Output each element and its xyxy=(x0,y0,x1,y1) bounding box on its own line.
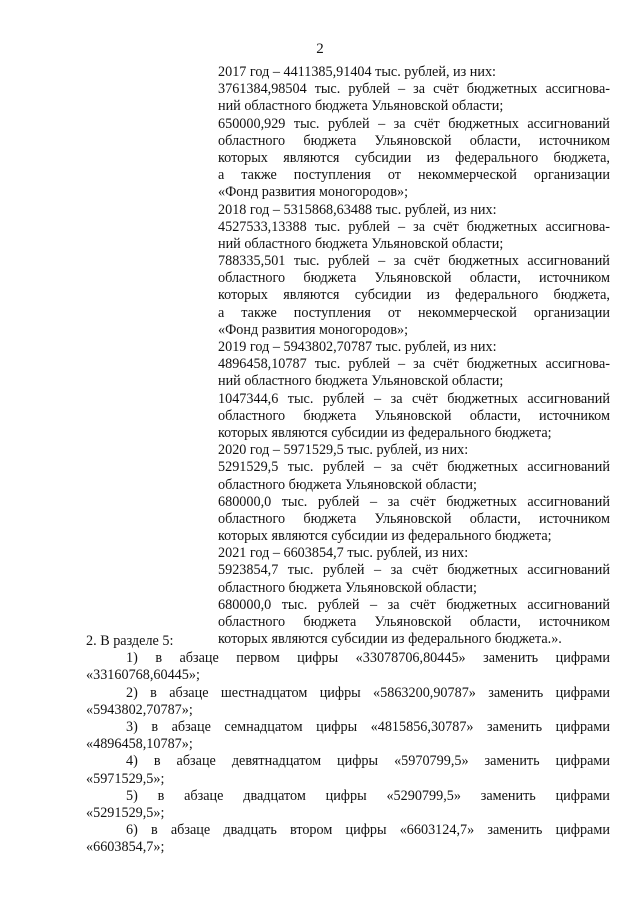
amendment-item: 4) в абзаце девятнадцатом цифры «5970799,5» заменить цифрами xyxy=(126,753,610,770)
funding-line: ний областного бюджета Ульяновской области; xyxy=(218,98,504,115)
funding-line: 4896458,10787 тыс. рублей – за счёт бюджетных ассигнова- xyxy=(218,356,610,373)
amendment-replacement: «6603854,7»; xyxy=(86,839,165,856)
amendment-replacement: «4896458,10787»; xyxy=(86,736,193,753)
funding-line: 650000,929 тыс. рублей – за счёт бюджетных ассигнований xyxy=(218,115,610,132)
funding-line: областного бюджета Ульяновской области, источником xyxy=(218,407,610,424)
funding-year-line: 2021 год – 6603854,7 тыс. рублей, из них: xyxy=(218,545,469,562)
funding-line: областного бюджета Ульяновской области; xyxy=(218,476,477,493)
amendment-replacement: «33160768,60445»; xyxy=(86,667,200,684)
amendment-item: 2) в абзаце шестнадцатом цифры «5863200,90787» заменить цифрами xyxy=(126,684,610,701)
funding-line: 5923854,7 тыс. рублей – за счёт бюджетных ассигнований xyxy=(218,562,610,579)
funding-line: областного бюджета Ульяновской области, источником xyxy=(218,270,610,287)
funding-line: областного бюджета Ульяновской области, источником xyxy=(218,132,610,149)
funding-year-line: 2019 год – 5943802,70787 тыс. рублей, из них: xyxy=(218,339,497,355)
amendment-replacement: «5943802,70787»; xyxy=(86,701,193,718)
funding-line: ний областного бюджета Ульяновской области; xyxy=(218,373,504,390)
amendment-item: 1) в абзаце первом цифры «33078706,80445» заменить цифрами xyxy=(126,650,610,667)
funding-line: 4527533,13388 тыс. рублей – за счёт бюджетных ассигнова- xyxy=(218,218,610,235)
funding-line: «Фонд развития моногородов»; xyxy=(218,184,409,201)
funding-line: а также поступления от некоммерческой организации xyxy=(218,304,610,321)
funding-line: 680000,0 тыс. рублей – за счёт бюджетных ассигнований xyxy=(218,493,610,510)
funding-line: областного бюджета Ульяновской области, источником xyxy=(218,614,610,630)
funding-year-line: 2017 год – 4411385,91404 тыс. рублей, из них: xyxy=(218,64,496,80)
funding-line: 788335,501 тыс. рублей – за счёт бюджетных ассигнований xyxy=(218,253,610,270)
funding-line: 1047344,6 тыс. рублей – за счёт бюджетных ассигнований xyxy=(218,390,610,407)
funding-line: 5291529,5 тыс. рублей – за счёт бюджетных ассигнований xyxy=(218,459,610,476)
funding-line: «Фонд развития моногородов»; xyxy=(218,321,409,338)
funding-line: которых являются субсидии из федерального бюджета; xyxy=(218,528,552,545)
funding-line: которых являются субсидии из федерального бюджета, xyxy=(218,149,610,166)
funding-line: которых являются субсидии из федерального бюджета, xyxy=(218,287,610,304)
funding-line: областного бюджета Ульяновской области; xyxy=(218,579,477,596)
amendments-section xyxy=(86,633,610,856)
funding-line: ний областного бюджета Ульяновской области; xyxy=(218,235,504,252)
amendment-item: 5) в абзаце двадцатом цифры «5290799,5» заменить цифрами xyxy=(126,787,610,804)
funding-line: которых являются субсидии из федерального бюджета.». xyxy=(218,631,562,648)
funding-line: 3761384,98504 тыс. рублей – за счёт бюджетных ассигнова- xyxy=(218,81,610,98)
page-number: 2 xyxy=(316,41,324,57)
funding-line: областного бюджета Ульяновской области, источником xyxy=(218,510,610,527)
funding-line: а также поступления от некоммерческой организации xyxy=(218,167,610,184)
funding-line: которых являются субсидии из федерального бюджета; xyxy=(218,424,552,441)
section-heading: 2. В разделе 5: xyxy=(86,633,174,649)
funding-year-line: 2020 год – 5971529,5 тыс. рублей, из них: xyxy=(218,442,469,459)
amendment-replacement: «5971529,5»; xyxy=(86,770,165,787)
amendment-item: 6) в абзаце двадцать втором цифры «6603124,7» заменить цифрами xyxy=(126,822,610,839)
funding-year-line: 2018 год – 5315868,63488 тыс. рублей, из них: xyxy=(218,201,497,218)
amendment-replacement: «5291529,5»; xyxy=(86,804,165,821)
funding-line: 680000,0 тыс. рублей – за счёт бюджетных ассигнований xyxy=(218,596,610,613)
amendment-item: 3) в абзаце семнадцатом цифры «4815856,30787» заменить цифрами xyxy=(126,718,610,735)
funding-block xyxy=(218,64,610,648)
amendments-list xyxy=(86,650,610,856)
